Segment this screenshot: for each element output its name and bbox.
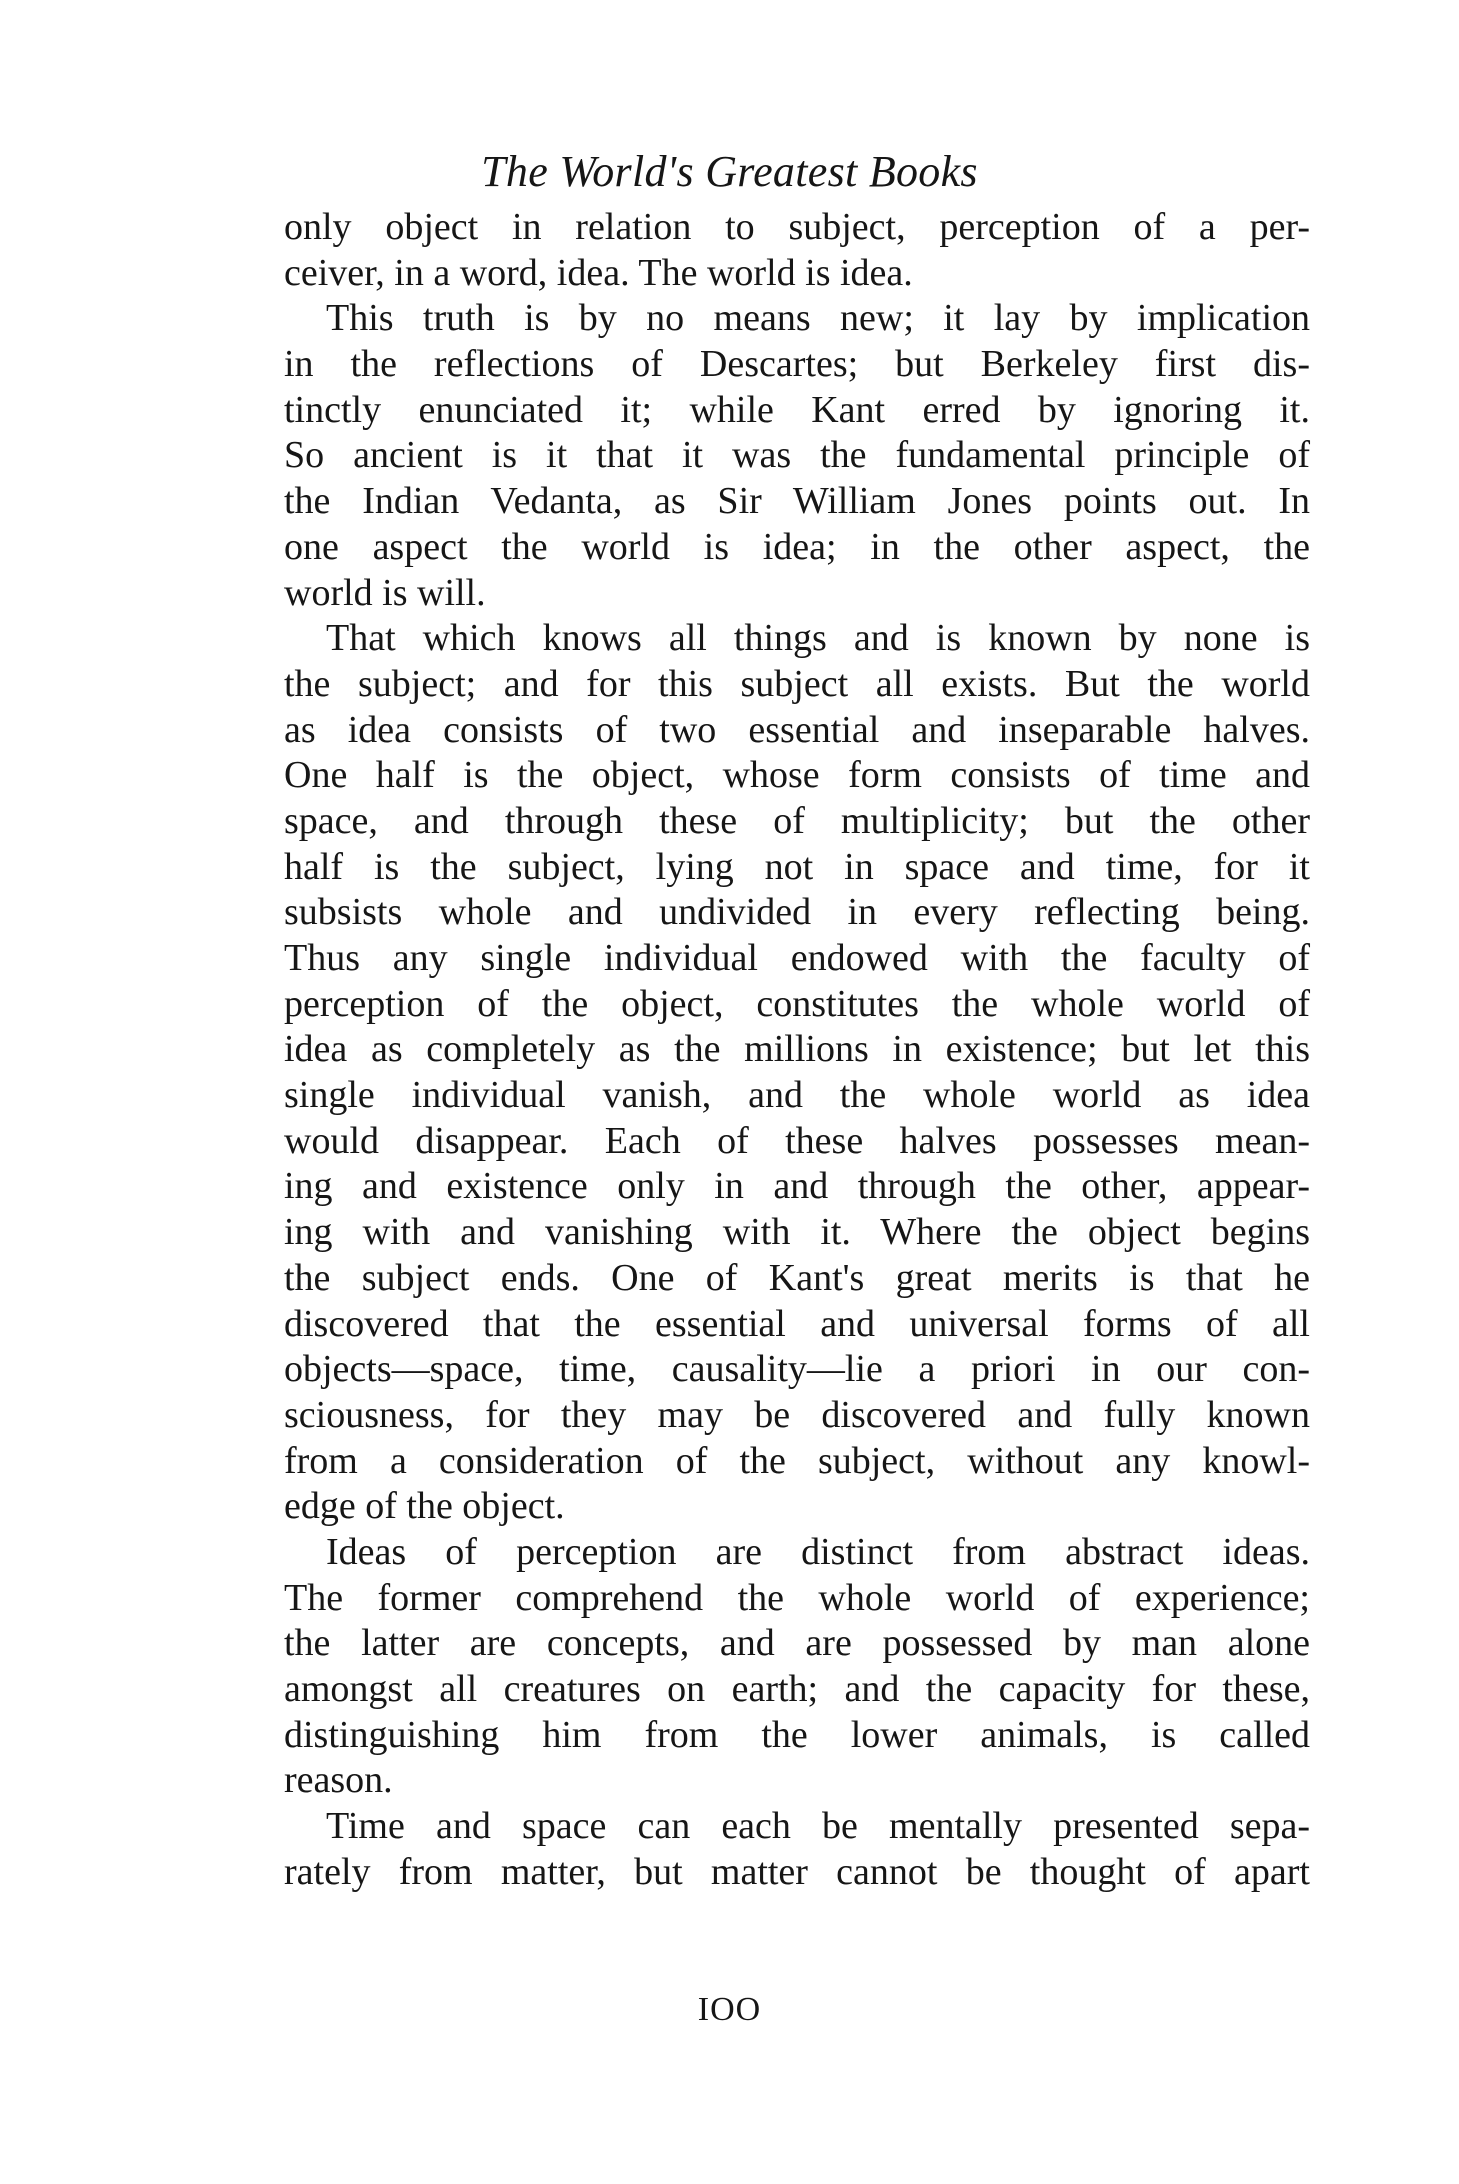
text-line: The former comprehend the whole world of experience; bbox=[284, 1576, 1310, 1619]
text-line: half is the subject, lying not in space and time, for it bbox=[284, 845, 1310, 888]
page-number: IOO bbox=[697, 1991, 762, 2028]
text-line: as idea consists of two essential and inseparable halves. bbox=[284, 708, 1310, 751]
text-line: ing with and vanishing with it. Where the object begins bbox=[284, 1211, 1310, 1254]
text-line: perception of the object, constitutes the whole world of bbox=[284, 982, 1310, 1025]
text-line: Ideas of perception are distinct from abstract ideas. bbox=[326, 1530, 1310, 1573]
text-line: discovered that the essential and universal forms of all bbox=[284, 1302, 1310, 1345]
text-line: This truth is by no means new; it lay by implication bbox=[326, 297, 1310, 340]
text-line: One half is the object, whose form consists of time and bbox=[284, 754, 1310, 797]
text-line: would disappear. Each of these halves possesses mean- bbox=[284, 1119, 1310, 1162]
text-line: subsists whole and undivided in every reflecting being. bbox=[284, 891, 1310, 934]
text-line: only object in relation to subject, perception of a per- bbox=[284, 206, 1310, 248]
text-line: the Indian Vedanta, as Sir William Jones points out. In bbox=[284, 480, 1310, 523]
text-line: edge of the object. bbox=[284, 1485, 565, 1528]
running-head: The World's Greatest Books bbox=[481, 147, 978, 196]
text-line: idea as completely as the millions in existence; but let this bbox=[284, 1028, 1310, 1071]
text-line: Thus any single individual endowed with the faculty of bbox=[284, 937, 1310, 979]
text-line: one aspect the world is idea; in the other aspect, the bbox=[284, 525, 1310, 568]
text-line: the latter are concepts, and are possessed by man alone bbox=[284, 1622, 1310, 1665]
text-line: ing and existence only in and through the other, appear- bbox=[284, 1165, 1310, 1208]
body-text bbox=[284, 205, 1310, 1895]
text-line: world is will. bbox=[284, 571, 486, 614]
text-line: the subject ends. One of Kant's great merits is that he bbox=[284, 1256, 1310, 1299]
text-line: in the reflections of Descartes; but Berkeley first dis- bbox=[284, 343, 1310, 386]
text-line: objects—space, time, causality—lie a priori in our con- bbox=[284, 1348, 1310, 1391]
text-line: sciousness, for they may be discovered and fully known bbox=[284, 1393, 1310, 1436]
text-line: tinctly enunciated it; while Kant erred by ignoring it. bbox=[284, 388, 1310, 431]
text-line: ceiver, in a word, idea. The world is idea. bbox=[284, 251, 913, 294]
text-line: the subject; and for this subject all exists. But the world bbox=[284, 662, 1310, 705]
text-line: So ancient is it that it was the fundamental principle of bbox=[284, 434, 1310, 477]
text-line: reason. bbox=[284, 1759, 393, 1802]
text-line: amongst all creatures on earth; and the capacity for these, bbox=[284, 1668, 1310, 1710]
text-line: rately from matter, but matter cannot be thought of apart bbox=[284, 1850, 1310, 1893]
text-line: from a consideration of the subject, without any knowl- bbox=[284, 1439, 1310, 1482]
text-line: distinguishing him from the lower animals, is called bbox=[284, 1713, 1310, 1756]
text-line: That which knows all things and is known by none is bbox=[326, 617, 1310, 660]
text-line: space, and through these of multiplicity; but the other bbox=[284, 799, 1310, 842]
text-line: single individual vanish, and the whole world as idea bbox=[284, 1074, 1310, 1117]
text-line: Time and space can each be mentally presented sepa- bbox=[326, 1805, 1310, 1848]
